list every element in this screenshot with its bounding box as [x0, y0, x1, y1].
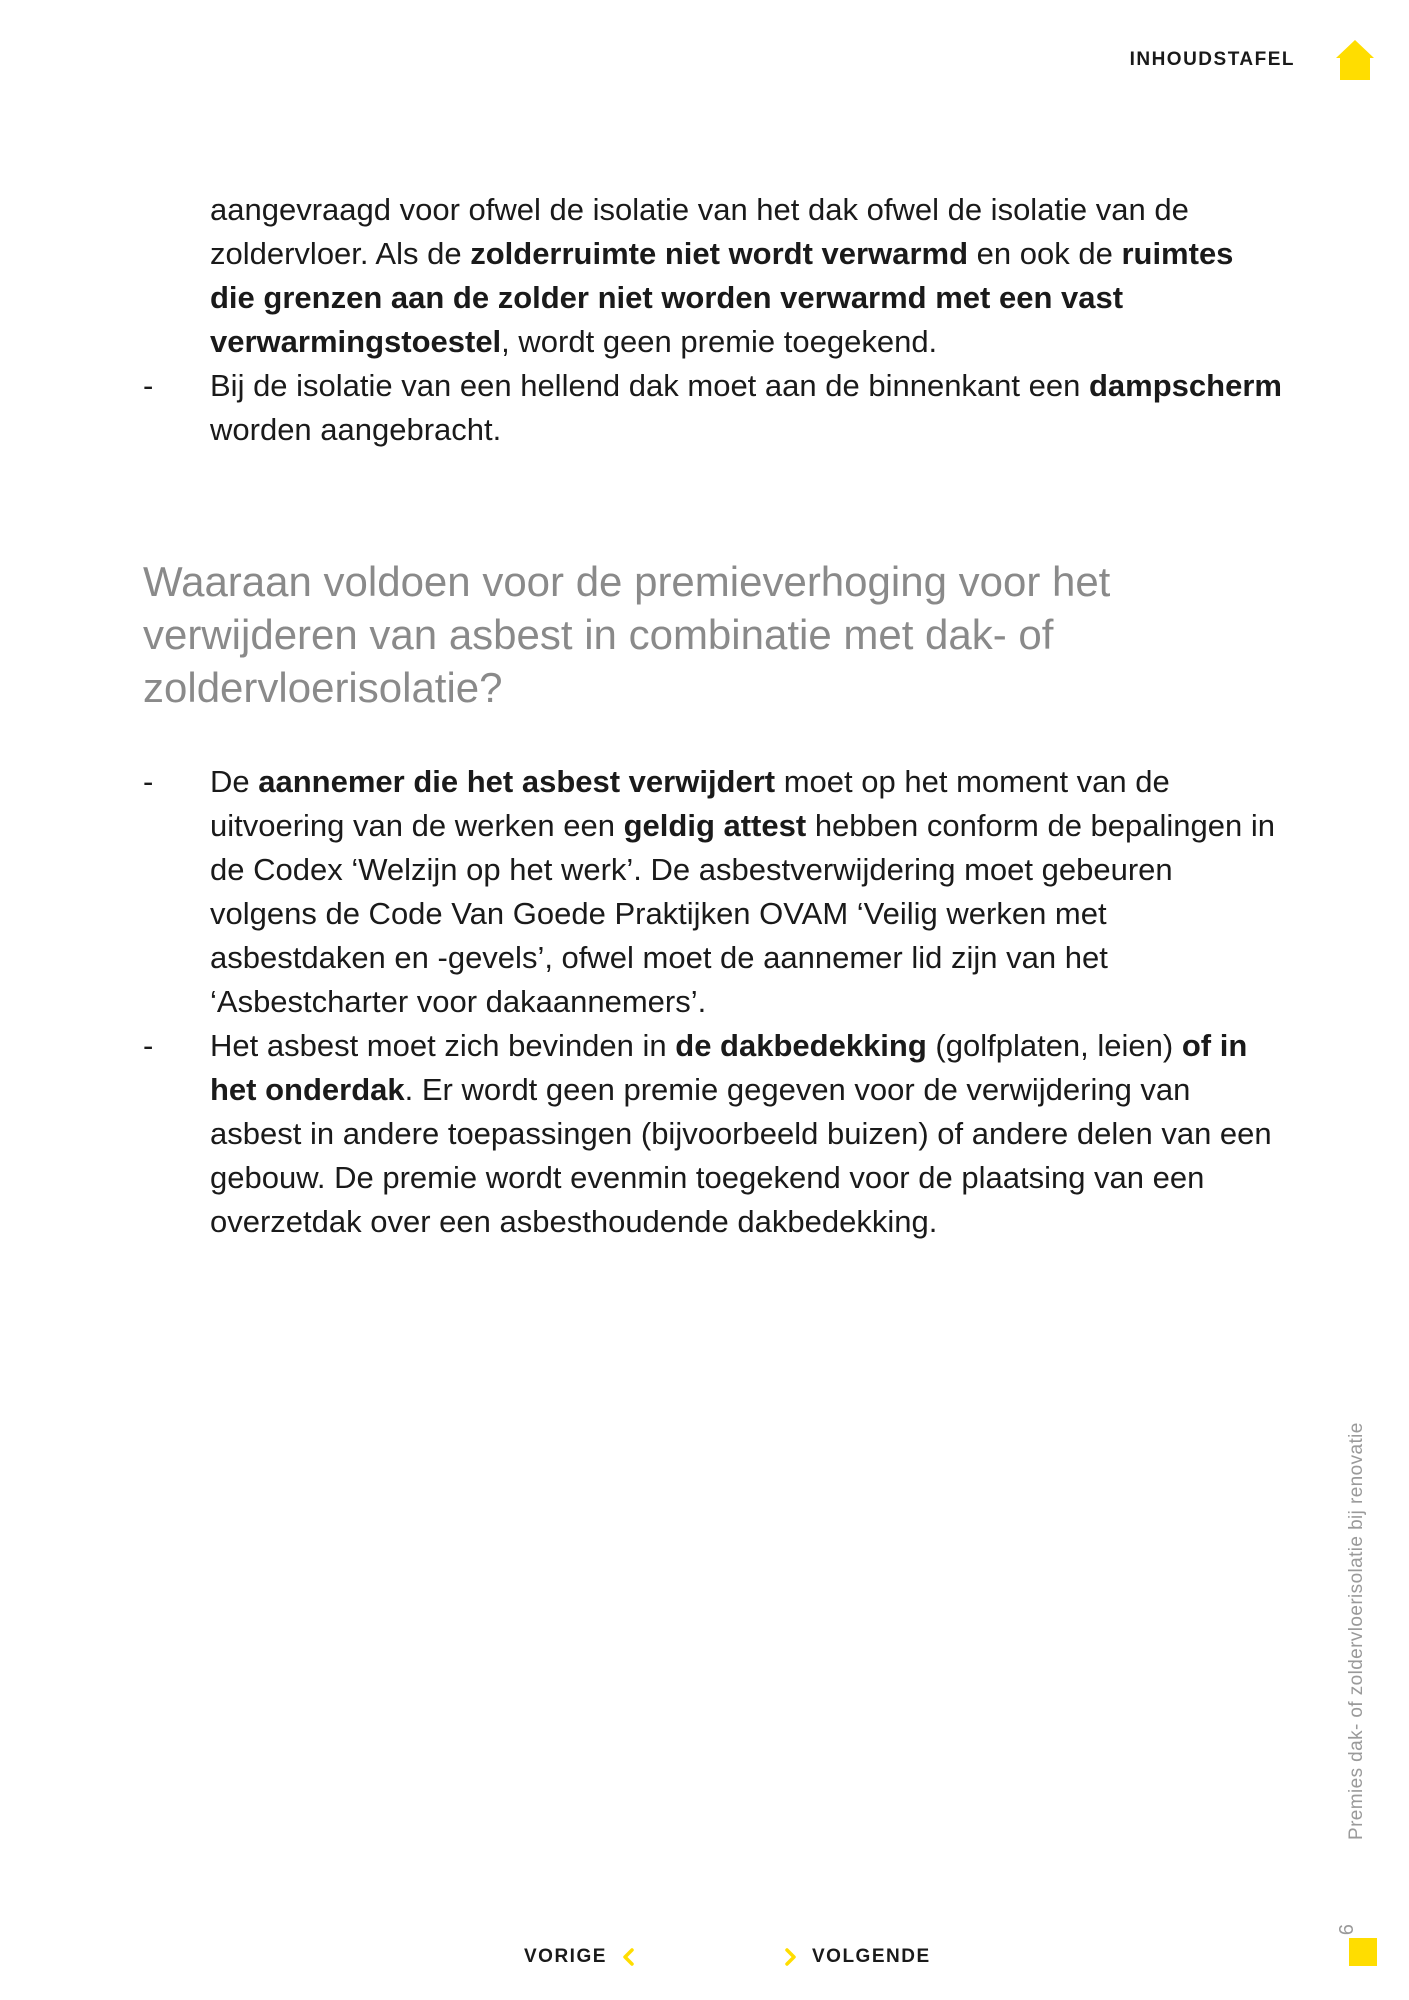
list-item — [143, 760, 1283, 1024]
next-label: VOLGENDE — [812, 1946, 931, 1967]
body-text: moet op het moment van de uitvoering van de werken een — [210, 764, 1170, 843]
list-item-text — [210, 364, 1283, 452]
page-marker-square — [1349, 1938, 1377, 1966]
table-of-contents-link[interactable]: INHOUDSTAFEL — [1129, 49, 1295, 70]
document-title-vertical: Premies dak- of zoldervloerisolatie bij renovatie — [1346, 1422, 1367, 1840]
previous-label: VORIGE — [524, 1946, 607, 1967]
list-item-text — [210, 760, 1283, 1024]
body-text: (golfplaten, leien) — [926, 1028, 1182, 1063]
list-item — [143, 364, 1283, 452]
body-text: worden aangebracht. — [210, 412, 502, 447]
page-number: 9 — [1334, 1924, 1356, 1936]
emphasis-text: zolderruimte niet wordt verwarmd — [470, 236, 969, 271]
list-item — [143, 1024, 1283, 1244]
emphasis-text: ruimtes die grenzen aan de zolder niet worden verwarmd met een vast verwarmingstoestel — [210, 236, 1234, 359]
emphasis-text: de dakbedekking — [675, 1028, 927, 1063]
body-text: aangevraagd voor ofwel de isolatie van het dak ofwel de isolatie van de zoldervloer. Als de — [210, 192, 1189, 271]
list-bullet: - — [143, 1028, 154, 1063]
list-bullet: - — [143, 764, 154, 799]
list-item-text — [210, 188, 1283, 364]
emphasis-text: geldig attest — [623, 808, 807, 843]
emphasis-text: of in het onderdak — [210, 1028, 1248, 1107]
next-page-button[interactable] — [784, 1946, 931, 1968]
previous-page-button[interactable] — [524, 1946, 635, 1968]
list-item — [143, 188, 1283, 364]
body-text: en ook de — [968, 236, 1122, 271]
requirements-list-asbestos — [143, 760, 1283, 1244]
chevron-right-icon — [784, 1947, 798, 1967]
chevron-left-icon — [621, 1947, 635, 1967]
emphasis-text: aannemer die het asbest verwijdert — [258, 764, 776, 799]
top-navigation — [1130, 38, 1375, 82]
section-heading: Waaraan voldoen voor de premieverhoging voor het verwijderen van asbest in combinatie met dak- of zoldervloerisolatie? — [143, 558, 1111, 711]
list-bullet: - — [143, 368, 154, 403]
body-text: Het asbest moet zich bevinden in — [210, 1028, 676, 1063]
body-text: hebben conform de bepalingen in de Codex ‘Welzijn op het werk’. De asbestverwijdering moet gebeuren volgens de Code Van Goede Praktijken OVAM ‘Veilig werken met asbestdaken en -gevels’, ofwel moet de aannemer lid zijn van het ‘Asbestcharter voor dakaannemers’. — [210, 808, 1276, 1019]
requirements-list-insulation — [143, 188, 1283, 452]
body-text: , wordt geen premie toegekend. — [501, 324, 938, 359]
body-text: Bij de isolatie van een hellend dak moet aan de binnenkant een — [210, 368, 1089, 403]
emphasis-text: dampscherm — [1088, 368, 1282, 403]
list-item-text — [210, 1024, 1283, 1244]
body-text: De — [210, 764, 259, 799]
home-icon[interactable] — [1335, 38, 1375, 82]
body-text: . Er wordt geen premie gegeven voor de verwijdering van asbest in andere toepassingen (bijvoorbeeld buizen) of andere delen van een gebouw. De premie wordt evenmin toegekend voor de plaatsing van een overzetdak over een asbesthoudende dakbedekking. — [210, 1072, 1272, 1239]
page-content — [143, 188, 1283, 1244]
